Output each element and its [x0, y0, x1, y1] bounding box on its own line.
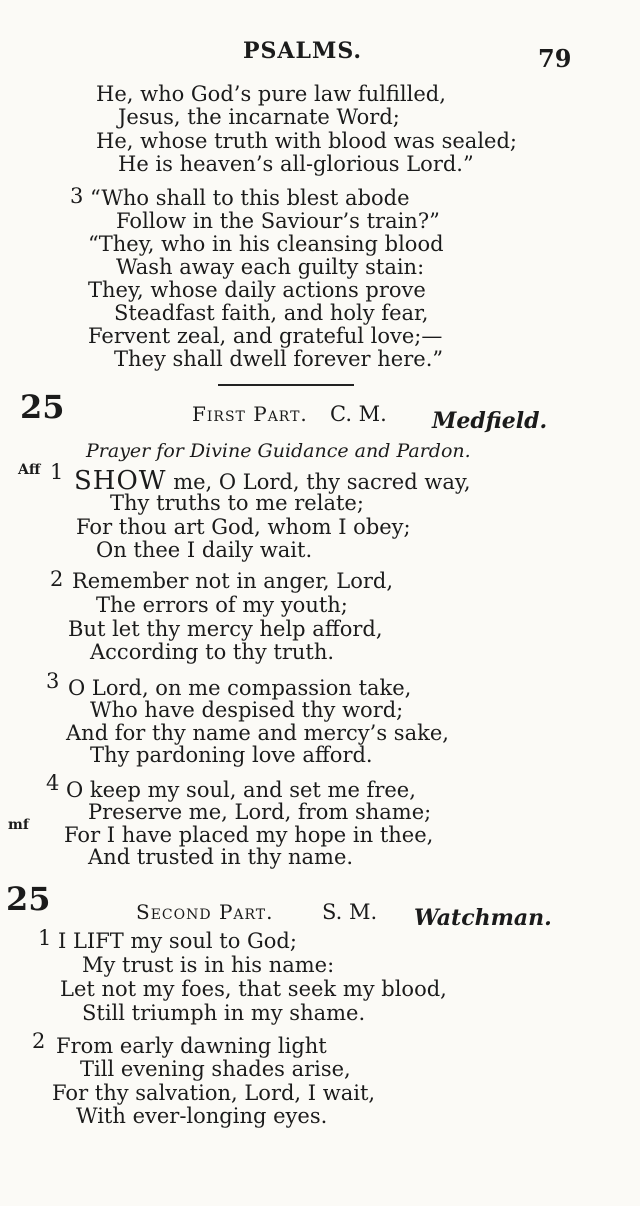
tune-name: Watchman. [414, 905, 552, 931]
verse-line: Jesus, the incarnate Word; [118, 105, 400, 129]
verse-line: Fervent zeal, and grateful love;— [88, 324, 443, 348]
line-rest: me, O Lord, thy sacred way, [166, 470, 471, 494]
verse-line: Follow in the Saviour’s train?” [116, 209, 440, 233]
verse-line: From early dawning light [56, 1034, 327, 1058]
page-number: 79 [538, 44, 572, 73]
verse-line: According to thy truth. [90, 640, 335, 664]
stanza-number: 3 [46, 669, 60, 693]
verse-line: For thou art God, whom I obey; [76, 515, 411, 539]
running-head-title: PSALMS. [243, 38, 363, 64]
dynamic-marking: Aff [18, 462, 41, 478]
verse-line: Still triumph in my shame. [82, 1001, 366, 1025]
verse-line: He is heaven’s all-glorious Lord.” [118, 152, 474, 176]
stanza-number: 1 [50, 460, 64, 484]
stanza-number: 4 [46, 771, 60, 795]
verse-line: On thee I daily wait. [96, 538, 313, 562]
dynamic-marking: mf [8, 817, 29, 833]
hymn-number: 25 [20, 388, 65, 426]
verse-line: O keep my soul, and set me free, [66, 778, 416, 802]
line-rest: my soul to God; [123, 929, 297, 953]
verse-line: He, who God’s pure law fulfilled, [96, 82, 446, 106]
part-title: First Part. [192, 402, 308, 426]
verse-line: Steadfast faith, and holy fear, [114, 301, 429, 325]
verse-line-first [74, 466, 471, 496]
verse-line: And for thy name and mercy’s sake, [66, 721, 449, 745]
verse-line: “They, who in his cleansing blood [88, 232, 444, 256]
verse-line-first [58, 930, 297, 952]
meter: C. M. [330, 402, 387, 426]
verse-line: For thy salvation, Lord, I wait, [52, 1081, 376, 1105]
verse-line: Thy pardoning love afford. [90, 743, 373, 767]
verse-line: O Lord, on me compassion take, [68, 676, 412, 700]
verse-line: Remember not in anger, Lord, [72, 569, 394, 593]
verse-line: Preserve me, Lord, from shame; [88, 800, 432, 824]
verse-line: Wash away each guilty stain: [116, 255, 425, 279]
initial-word: I LIFT [58, 929, 124, 953]
initial-word: SHOW [74, 466, 167, 496]
verse-line: But let thy mercy help afford, [68, 617, 383, 641]
verse-line: With ever-longing eyes. [76, 1104, 328, 1128]
verse-line: “Who shall to this blest abode [90, 186, 410, 210]
verse-line: They shall dwell forever here.” [114, 347, 444, 371]
verse-line: Who have despised thy word; [90, 698, 404, 722]
stanza-number: 2 [32, 1029, 46, 1053]
verse-line: The errors of my youth; [96, 593, 348, 617]
hymn-number: 25 [6, 880, 51, 918]
verse-line: And trusted in thy name. [88, 845, 354, 869]
verse-line: For I have placed my hope in thee, [64, 823, 434, 847]
verse-line: Till evening shades arise, [80, 1057, 351, 1081]
stanza-number: 1 [38, 926, 52, 950]
hymn-subtitle: Prayer for Divine Guidance and Pardon. [86, 440, 471, 462]
verse-line: My trust is in his name: [82, 953, 335, 977]
tune-name: Medfield. [432, 408, 548, 434]
section-divider [218, 384, 354, 386]
meter: S. M. [322, 900, 378, 924]
verse-line: He, whose truth with blood was sealed; [96, 129, 517, 153]
part-title: Second Part. [136, 900, 274, 924]
verse-line: Let not my foes, that seek my blood, [60, 977, 447, 1001]
verse-line: Thy truths to me relate; [110, 491, 364, 515]
stanza-number: 2 [50, 567, 64, 591]
stanza-number: 3 [70, 184, 84, 208]
verse-line: They, whose daily actions prove [88, 278, 426, 302]
